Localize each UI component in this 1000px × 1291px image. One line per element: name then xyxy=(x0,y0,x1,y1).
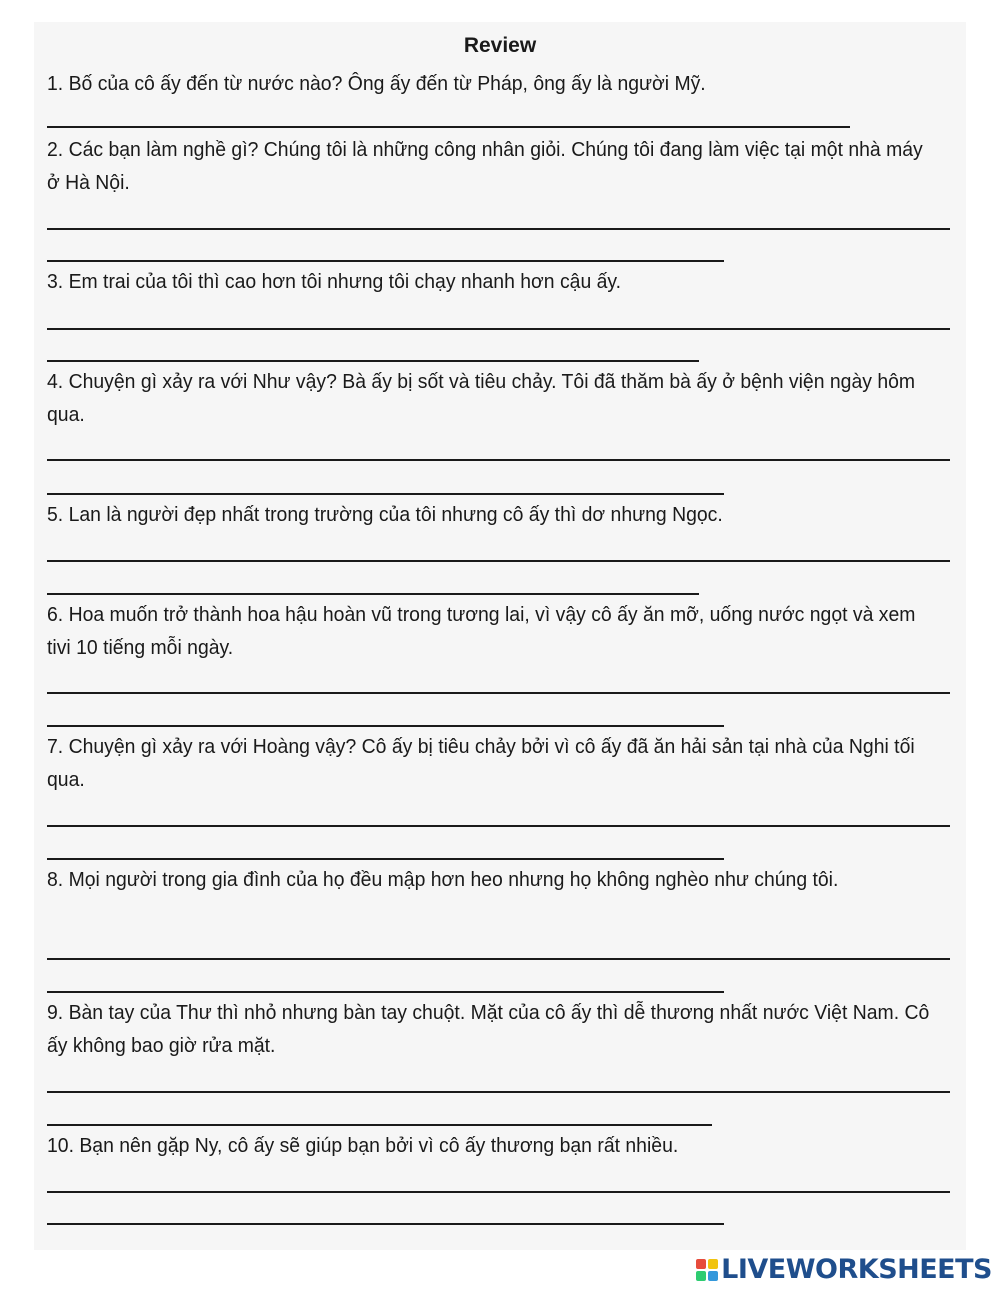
answer-line[interactable] xyxy=(47,328,950,330)
question-2: 2. Các bạn làm nghề gì? Chúng tôi là những công nhân giỏi. Chúng tôi đang làm việc tại một nhà máy ở Hà Nội. xyxy=(47,139,923,194)
answer-line[interactable] xyxy=(47,1124,712,1126)
answer-line[interactable] xyxy=(47,1191,950,1193)
answer-line[interactable] xyxy=(47,1091,950,1093)
answer-line[interactable] xyxy=(47,825,950,827)
answer-line[interactable] xyxy=(47,958,950,960)
question-8: 8. Mọi người trong gia đình của họ đều mập hơn heo nhưng họ không nghèo như chúng tôi. xyxy=(47,869,839,891)
question-6: 6. Hoa muốn trở thành hoa hậu hoàn vũ trong tương lai, vì vậy cô ấy ăn mỡ, uống nước ngọt và xem tivi 10 tiếng mỗi ngày. xyxy=(47,604,916,659)
answer-line[interactable] xyxy=(47,560,950,562)
answer-line[interactable] xyxy=(47,991,724,993)
answer-line[interactable] xyxy=(47,725,724,727)
answer-line[interactable] xyxy=(47,692,950,694)
answer-line[interactable] xyxy=(47,459,950,461)
question-3: 3. Em trai của tôi thì cao hơn tôi nhưng tôi chạy nhanh hơn cậu ấy. xyxy=(47,271,622,293)
answer-line[interactable] xyxy=(47,1223,724,1225)
question-1: 1. Bố của cô ấy đến từ nước nào? Ông ấy đến từ Pháp, ông ấy là người Mỹ. xyxy=(47,73,706,95)
logo-cell xyxy=(696,1271,706,1281)
logo-cell xyxy=(696,1259,706,1269)
page-title: Review xyxy=(463,34,537,57)
question-5: 5. Lan là người đẹp nhất trong trường của tôi nhưng cô ấy thì dơ nhưng Ngọc. xyxy=(47,504,723,526)
liveworksheets-logo[interactable] xyxy=(696,1254,992,1285)
logo-cell xyxy=(708,1271,718,1281)
logo-cell xyxy=(708,1259,718,1269)
question-7: 7. Chuyện gì xảy ra với Hoàng vậy? Cô ấy bị tiêu chảy bởi vì cô ấy đã ăn hải sản tại nhà của Nghi tối qua. xyxy=(47,736,915,791)
question-9: 9. Bàn tay của Thư thì nhỏ nhưng bàn tay chuột. Mặt của cô ấy thì dễ thương nhất nước Việt Nam. Cô ấy không bao giờ rửa mặt. xyxy=(47,1002,930,1057)
answer-line[interactable] xyxy=(47,126,850,128)
answer-line[interactable] xyxy=(47,360,699,362)
question-4: 4. Chuyện gì xảy ra với Như vậy? Bà ấy bị sốt và tiêu chảy. Tôi đã thăm bà ấy ở bệnh viện ngày hôm qua. xyxy=(47,371,916,426)
brand-name: LIVEWORKSHEETS xyxy=(721,1254,992,1285)
answer-line[interactable] xyxy=(47,260,724,262)
question-10: 10. Bạn nên gặp Ny, cô ấy sẽ giúp bạn bởi vì cô ấy thương bạn rất nhiều. xyxy=(47,1135,679,1157)
answer-line[interactable] xyxy=(47,493,724,495)
logo-grid-icon xyxy=(696,1259,718,1281)
answer-line[interactable] xyxy=(47,858,724,860)
answer-line[interactable] xyxy=(47,593,699,595)
answer-line[interactable] xyxy=(47,228,950,230)
